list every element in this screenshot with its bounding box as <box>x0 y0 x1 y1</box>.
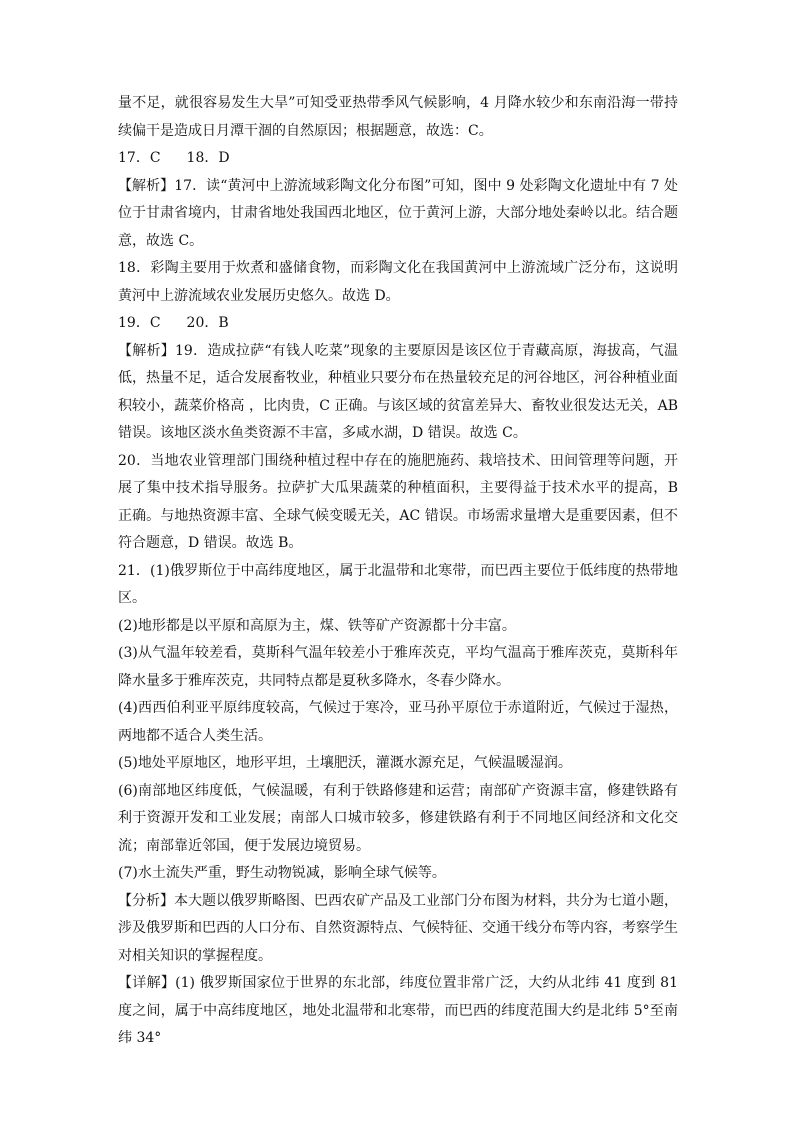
answer-21-4: (4)西西伯利亚平原纬度较高，气候过于寒冷，亚马孙平原位于赤道附近，气候过于湿热，两地都不适合人类生活。 <box>118 700 678 744</box>
analysis-17: 【解析】17．读“黄河中上游流域彩陶文化分布图”可知，图中 9 处彩陶文化遗址中有 7 处位于甘肃省境内，甘肃省地处我国西北地区，位于黄河上游，大部分地处秦岭以北。结合题意，故选 C。 <box>118 177 678 249</box>
analysis-20: 20．当地农业管理部门围绕种植过程中存在的施肥施药、栽培技术、田间管理等问题，开展了集中技术指导服务。拉萨扩大瓜果蔬菜的种植面积，主要得益于技术水平的提高，B 正确。与地热资源丰富、全球气候变暖无关，AC 错误。市场需求量增大是重要因素，但不符合题意，D 错误。故选 B。 <box>118 452 678 551</box>
answer-20: 20．B <box>186 315 229 331</box>
answer-19: 19．C <box>118 315 161 331</box>
answer-17: 17．C <box>118 150 161 166</box>
answer-line-17-18 <box>118 145 678 173</box>
analysis-18: 18．彩陶主要用于炊煮和盛储食物，而彩陶文化在我国黄河中上游流域广泛分布，这说明黄河中上游流域农业发展历史悠久。故选 D。 <box>118 260 678 304</box>
answer-21-7: (7)水土流失严重，野生动物锐减，影响全球气候等。 <box>118 865 446 881</box>
answer-line-19-20 <box>118 310 678 338</box>
answer-21-5: (5)地处平原地区，地形平坦，土壤肥沃，灌溉水源充足，气候温暖湿润。 <box>118 755 572 771</box>
answer-explanation-text <box>118 90 678 1053</box>
paragraph-16-tail: 量不足，就很容易发生大旱”可知受亚热带季风气候影响，4 月降水较少和东南沿海一带持续偏干是造成日月潭干涸的自然原因；根据题意，故选：C。 <box>118 95 678 139</box>
detail-21-1: 【详解】(1) 俄罗斯国家位于世界的东北部，纬度位置非常广泛，大约从北纬 41 度到 81 度之间，属于中高纬度地区，地处北温带和北寒带，而巴西的纬度范围大约是北纬 5°至南纬 34° <box>118 975 678 1046</box>
answer-18: 18．D <box>186 150 230 166</box>
answer-21-1: 21．(1)俄罗斯位于中高纬度地区，属于北温带和北寒带，而巴西主要位于低纬度的热带地区。 <box>118 562 678 606</box>
answer-21-3: (3)从气温年较差看，莫斯科气温年较差小于雅库茨克，平均气温高于雅库茨克，莫斯科年降水量多于雅库茨克，共同特点都是夏秋多降水，冬春少降水。 <box>118 645 678 689</box>
analysis-19: 【解析】19．造成拉萨“有钱人吃菜”现象的主要原因是该区位于青藏高原，海拔高，气温低，热量不足，适合发展畜牧业，种植业只要分布在热量较充足的河谷地区，河谷种植业面积较小，蔬菜价格高 ，比肉贵，C 正确。与该区域的贫富差异大、畜牧业很发达无关，AB 错误。该地区淡水鱼类资源不丰富，多咸水湖，D 错误。故选 C。 <box>118 342 678 441</box>
answer-21-2: (2)地形都是以平原和高原为主，煤、铁等矿产资源都十分丰富。 <box>118 617 516 634</box>
analysis-21: 【分析】本大题以俄罗斯略图、巴西农矿产品及工业部门分布图为材料，共分为七道小题，涉及俄罗斯和巴西的人口分布、自然资源特点、气候特征、交通干线分布等内容，考察学生对相关知识的掌握程度。 <box>118 892 678 964</box>
answer-21-6: (6)南部地区纬度低，气候温暖，有利于铁路修建和运营；南部矿产资源丰富，修建铁路有利于资源开发和工业发展；南部人口城市较多，修建铁路有利于不同地区间经济和文化交流；南部靠近邻国，便于发展边境贸易。 <box>118 782 678 854</box>
